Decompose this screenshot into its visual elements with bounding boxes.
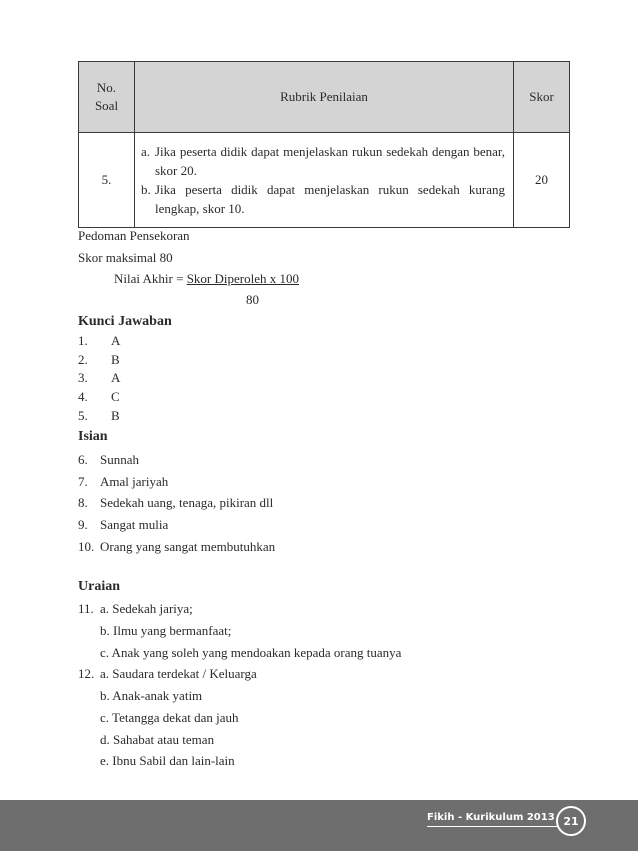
footer-divider — [427, 826, 559, 827]
list-item: 8. Sedekah uang, tenaga, pikiran dll — [78, 495, 274, 510]
q12-number: 12. — [78, 666, 95, 681]
q12-item-c: c. Tetangga dekat dan jauh — [100, 710, 239, 725]
scoring-max: Skor maksimal 80 — [78, 250, 173, 265]
criterion-label: a. — [141, 144, 151, 159]
criterion-a — [141, 142, 505, 180]
header-no-soal — [79, 62, 135, 133]
list-item: 10. Orang yang sangat membutuhkan — [78, 539, 276, 554]
row-criteria — [135, 133, 514, 228]
header-soal: Soal — [94, 98, 119, 113]
table-header-row — [79, 62, 570, 133]
list-item: 7. Amal jariyah — [78, 474, 169, 489]
criterion-b — [141, 180, 505, 218]
q11-item-c: c. Anak yang soleh yang mendoakan kepada orang tuanya — [100, 645, 402, 660]
list-item: 5. B — [78, 408, 120, 423]
footer-book-title: Fikih - Kurikulum 2013 — [427, 812, 555, 823]
q12-item-b: b. Anak-anak yatim — [100, 688, 203, 703]
scoring-title: Pedoman Pensekoran — [78, 228, 190, 243]
rubric-table — [78, 61, 570, 228]
formula — [114, 271, 299, 287]
criterion-text: Jika peserta didik dapat menjelaskan rukun sedekah kurang lengkap, skor 10. — [155, 182, 505, 216]
q11-item-a: a. Sedekah jariya; — [100, 601, 193, 616]
uraian-title: Uraian — [78, 579, 120, 594]
criterion-label: b. — [141, 182, 151, 197]
q12-item-e: e. Ibnu Sabil dan lain-lain — [100, 753, 235, 768]
list-item: 4. C — [78, 389, 120, 404]
list-item: 3. A — [78, 370, 121, 385]
criterion-text: Jika peserta didik dapat menjelaskan rukun sedekah dengan benar, skor 20. — [155, 144, 505, 178]
formula-denominator: 80 — [246, 292, 259, 307]
q12-item-d: d. Sahabat atau teman — [100, 732, 215, 747]
list-item: 1. A — [78, 333, 121, 348]
q12-item-a: a. Saudara terdekat / Keluarga — [100, 666, 257, 681]
header-skor: Skor — [514, 62, 570, 133]
header-no: No. — [96, 80, 117, 95]
table-row — [79, 133, 570, 228]
formula-numerator: Skor Diperoleh x 100 — [186, 271, 299, 286]
list-item: 9. Sangat mulia — [78, 517, 169, 532]
answers-title: Kunci Jawaban — [78, 314, 172, 329]
page-number: 21 — [556, 806, 586, 836]
q11-item-b: b. Ilmu yang bermanfaat; — [100, 623, 232, 638]
list-item: 6. Sunnah — [78, 452, 139, 467]
formula-label: Nilai Akhir = — [114, 271, 184, 286]
row-number: 5. — [79, 133, 135, 228]
isian-title: Isian — [78, 429, 108, 444]
row-score: 20 — [514, 133, 570, 228]
q11-number: 11. — [78, 601, 94, 616]
list-item: 2. B — [78, 352, 120, 367]
header-rubrik: Rubrik Penilaian — [135, 62, 514, 133]
